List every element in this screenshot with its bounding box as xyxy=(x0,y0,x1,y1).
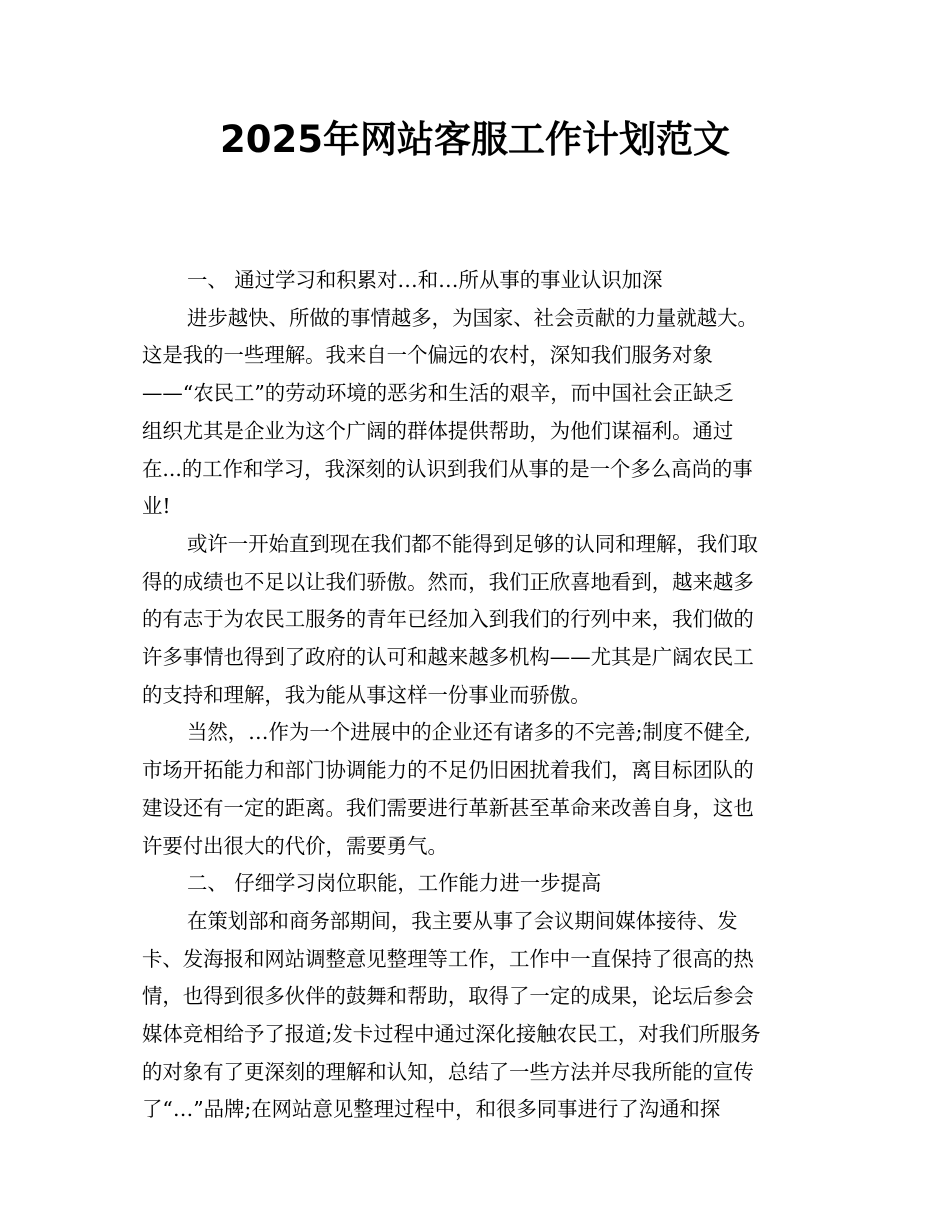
paragraph-1 xyxy=(142,300,806,526)
text-line: 进步越快、所做的事情越多，为国家、社会贡献的力量就越大。 xyxy=(187,305,758,330)
paragraph-2 xyxy=(142,526,806,715)
text-line: 建设还有一定的距离。我们需要进行革新甚至革命来改善自身，这也 xyxy=(142,795,754,820)
text-line: 在策划部和商务部期间，我主要从事了会议期间媒体接待、发 xyxy=(187,908,738,933)
text-line: 业! xyxy=(142,494,171,519)
text-line: 市场开拓能力和部门协调能力的不足仍旧困扰着我们，离目标团队的 xyxy=(142,758,754,783)
text-line: 的对象有了更深刻的理解和认知，总结了一些方法并尽我所能的宣传 xyxy=(142,1059,754,1084)
text-line: 情，也得到很多伙伴的鼓舞和帮助，取得了一定的成果，论坛后参会 xyxy=(142,984,754,1009)
text-line: ——“农民工”的劳动环境的恶劣和生活的艰辛，而中国社会正缺乏 xyxy=(142,381,734,406)
text-line: 组织尤其是企业为这个广阔的群体提供帮助，为他们谋福利。通过 xyxy=(142,418,734,443)
paragraph-3 xyxy=(142,714,806,865)
text-line: 卡、发海报和网站调整意见整理等工作，工作中一直保持了很高的热 xyxy=(142,946,754,971)
document-title: 2025年网站客服工作计划范文 xyxy=(220,118,730,161)
document-body xyxy=(142,262,806,1129)
text-line: 的支持和理解，我为能从事这样一份事业而骄傲。 xyxy=(142,682,591,707)
text-line: 许要付出很大的代价，需要勇气。 xyxy=(142,833,448,858)
text-line: 媒体竞相给予了报道;发卡过程中通过深化接触农民工，对我们所服务 xyxy=(142,1022,761,1047)
text-line: 这是我的一些理解。我来自一个偏远的农村，深知我们服务对象 xyxy=(142,343,713,368)
text-line: 当然，…作为一个进展中的企业还有诸多的不完善;制度不健全, xyxy=(187,720,751,745)
text-line: 了“…”品牌;在网站意见整理过程中，和很多同事进行了沟通和探 xyxy=(142,1097,721,1122)
text-line: 许多事情也得到了政府的认可和越来越多机构——尤其是广阔农民工 xyxy=(142,645,754,670)
text-line: 或许一开始直到现在我们都不能得到足够的认同和理解，我们取 xyxy=(187,531,758,556)
text-line: 在...的工作和学习，我深刻的认识到我们从事的是一个多么高尚的事 xyxy=(142,456,753,481)
section-heading-1: 一、 通过学习和积累对…和…所从事的事业认识加深 xyxy=(187,268,663,292)
text-line: 得的成绩也不足以让我们骄傲。然而，我们正欣喜地看到，越来越多 xyxy=(142,569,754,594)
section-heading-2: 二、 仔细学习岗位职能，工作能力进一步提高 xyxy=(187,871,602,896)
text-line: 的有志于为农民工服务的青年已经加入到我们的行列中来，我们做的 xyxy=(142,607,754,632)
paragraph-4 xyxy=(142,903,806,1129)
